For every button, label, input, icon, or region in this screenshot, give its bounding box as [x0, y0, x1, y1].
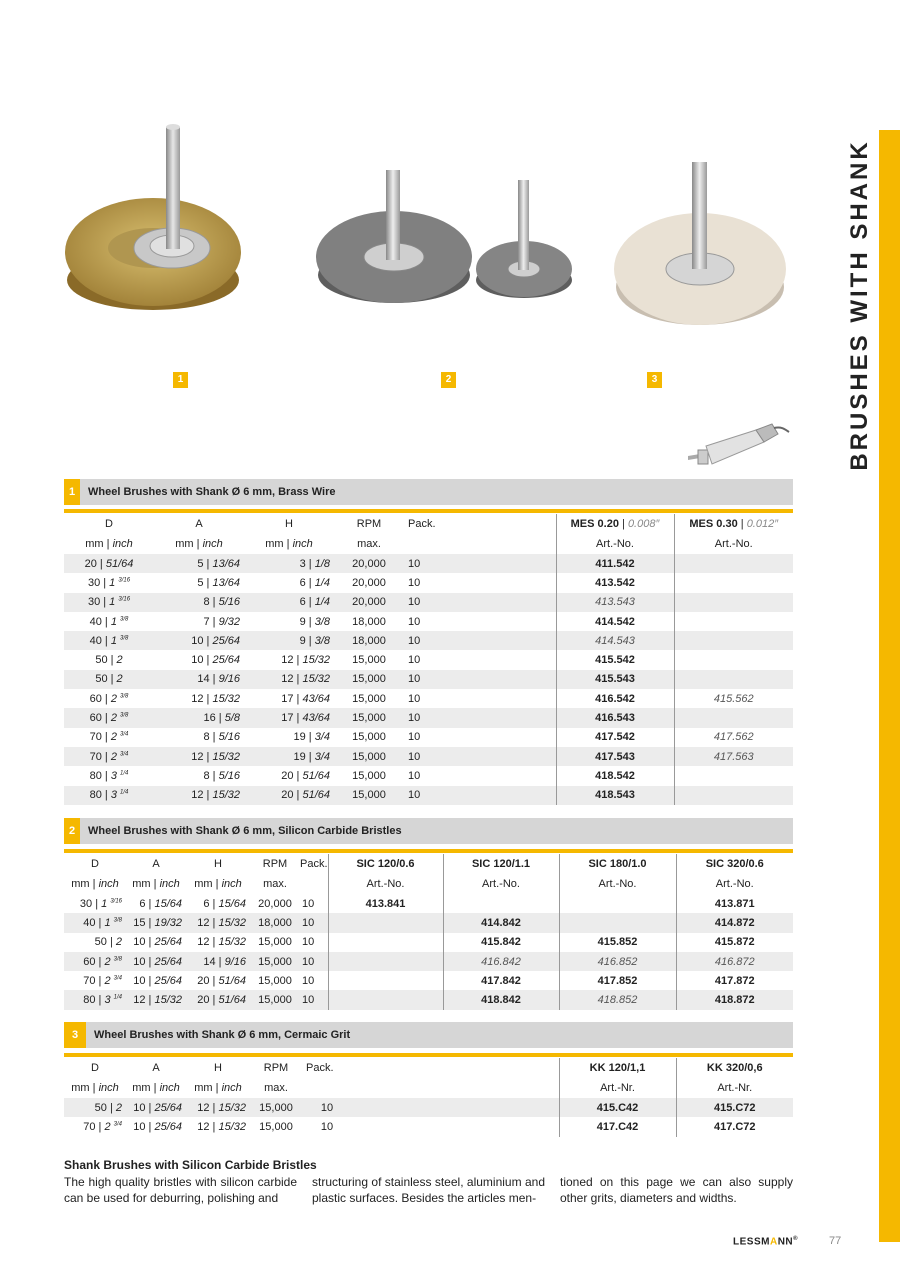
section-title: Wheel Brushes with Shank Ø 6 mm, Silicon Carbide Bristles — [88, 825, 402, 837]
table-row — [64, 554, 793, 573]
cell-art-no — [674, 650, 793, 669]
cell-art-no: 414.872 — [676, 913, 793, 932]
cell-art-no — [674, 612, 793, 631]
cell-h: 12 | 15/32 — [244, 670, 334, 689]
cell-h: 12 | 15/32 — [186, 913, 250, 932]
cell-d: 80 | 3 $^{1/4}$ — [64, 786, 154, 805]
cell-art-no: 417.543 — [556, 747, 674, 766]
col-h: H — [285, 518, 293, 530]
cell-pack: 10 — [320, 1120, 334, 1133]
unit-d: mm | inch — [71, 878, 119, 890]
unit-rpm: max. — [357, 538, 381, 550]
cell-h: 20 | 51/64 — [281, 769, 330, 782]
unit-art-no: Art.-No. — [559, 874, 676, 894]
cell-art-no: 414.842 — [443, 913, 559, 932]
cell-d: 80 | 3 $^{1/4}$ — [89, 769, 129, 782]
unit-h: mm | inch — [194, 1082, 242, 1094]
cell-a: 8 | 5/16 — [203, 731, 240, 744]
cell-rpm: 15,000 — [352, 731, 386, 744]
cell-d: 60 | 2 $^{3/8}$ — [64, 952, 126, 971]
section-header-3 — [64, 1022, 793, 1048]
cell-art-no: 415.543 — [556, 670, 674, 689]
cell-art-no: 416.543 — [556, 708, 674, 727]
brass-wire-table — [64, 514, 793, 805]
cell-h: 19 | 3/4 — [244, 747, 334, 766]
table-row — [64, 990, 793, 1009]
cell-art-no: 414.543 — [556, 631, 674, 650]
col-kk-320: KK 320/0,6 — [676, 1058, 793, 1078]
cell-d: 50 | 2 — [64, 670, 154, 689]
cell-art-no — [443, 894, 559, 913]
ceramic-grit-table — [64, 1058, 793, 1137]
cell-rpm: 15,000 — [259, 1120, 293, 1133]
cell-a: 10 | 25/64 — [126, 1098, 186, 1117]
cell-h: 6 | 1/4 — [244, 593, 334, 612]
cell-pack: 10 — [302, 974, 315, 987]
cell-art-no — [559, 913, 676, 932]
cell-rpm: 20,000 — [258, 897, 292, 910]
cell-a: 5 | 13/64 — [197, 576, 240, 589]
table-header-row — [64, 514, 793, 534]
table-header-row — [64, 1058, 793, 1078]
col-mes-030: MES 0.30 | 0.012″ — [674, 514, 793, 534]
cell-a: 8 | 5/16 — [154, 593, 244, 612]
unit-art-no: Art.-No. — [556, 534, 674, 554]
unit-art-nr: Art.-Nr. — [559, 1078, 676, 1098]
section-header-2 — [64, 818, 793, 844]
description-col-3: tioned on this page we can also supply other grits, diameters and widths. — [560, 1175, 793, 1205]
table-row — [64, 573, 793, 592]
unit-art-no: Art.-No. — [443, 874, 559, 894]
cell-d: 70 | 2 $^{3/4}$ — [83, 974, 122, 987]
cell-pack: 10 — [404, 593, 464, 612]
cell-rpm: 15,000 — [352, 654, 386, 667]
brand-logo: LESSMANN® — [733, 1236, 799, 1248]
col-sic-120-06: SIC 120/0.6 — [328, 854, 443, 874]
cell-rpm: 18,000 — [250, 913, 300, 932]
section-divider — [64, 1053, 793, 1057]
col-kk-120: KK 120/1,1 — [559, 1058, 676, 1078]
table-subheader-row — [64, 874, 793, 894]
table-header-row — [64, 854, 793, 874]
col-sic-320-06: SIC 320/0.6 — [676, 854, 793, 874]
cell-rpm: 18,000 — [334, 631, 404, 650]
product-badge-2: 2 — [441, 372, 456, 388]
cell-art-no — [674, 708, 793, 727]
section-number: 3 — [64, 1022, 86, 1048]
cell-art-no: 414.542 — [556, 612, 674, 631]
cell-a: 10 | 25/64 — [133, 936, 182, 949]
cell-d: 30 | 1 $^{3/16}$ — [79, 897, 122, 910]
cell-rpm: 15,000 — [258, 974, 292, 987]
cell-art-no: 413.543 — [556, 593, 674, 612]
silicon-carbide-brush-icon — [316, 165, 576, 320]
cell-art-no: 418.852 — [559, 990, 676, 1009]
cell-art-no: 413.871 — [676, 894, 793, 913]
page-number: 77 — [829, 1235, 842, 1247]
cell-d: 30 | 1 $^{3/16}$ — [87, 576, 131, 589]
cell-h: 17 | 43/64 — [281, 692, 330, 705]
table-row — [64, 593, 793, 612]
cell-rpm: 15,000 — [250, 952, 300, 971]
cell-h: 12 | 15/32 — [186, 1098, 250, 1117]
cell-h: 3 | 1/8 — [244, 554, 334, 573]
col-rpm: RPM — [262, 858, 288, 870]
side-accent-bar — [879, 130, 900, 1242]
table-row — [64, 650, 793, 669]
section-divider — [64, 509, 793, 513]
col-d: D — [105, 518, 113, 530]
description-col-2: structuring of stainless steel, aluminium and plastic surfaces. Besides the articles men- — [312, 1175, 545, 1205]
cell-art-no: 413.841 — [328, 894, 443, 913]
description-col-1: The high quality bristles with silicon carbide can be used for deburring, polishing and — [64, 1175, 297, 1205]
table-row — [64, 766, 793, 785]
cell-d: 70 | 2 $^{3/4}$ — [89, 731, 129, 744]
unit-d: mm | inch — [71, 1082, 119, 1094]
table-row — [64, 747, 793, 766]
cell-a: 16 | 5/8 — [154, 708, 244, 727]
cell-rpm: 20,000 — [352, 576, 386, 589]
cell-h: 9 | 3/8 — [244, 631, 334, 650]
cell-art-no: 416.542 — [556, 689, 674, 708]
cell-a: 15 | 19/32 — [126, 913, 186, 932]
cell-art-no: 415.842 — [443, 933, 559, 952]
unit-art-no: Art.-No. — [674, 534, 793, 554]
cell-rpm: 20,000 — [334, 593, 404, 612]
unit-rpm: max. — [264, 1082, 288, 1094]
cell-h: 17 | 43/64 — [244, 708, 334, 727]
cell-pack: 10 — [300, 913, 328, 932]
col-d: D — [91, 1062, 99, 1074]
cell-art-no — [328, 952, 443, 971]
cell-a: 12 | 15/32 — [154, 747, 244, 766]
die-grinder-icon — [686, 420, 790, 468]
cell-rpm: 15,000 — [250, 1098, 302, 1117]
section-divider — [64, 849, 793, 853]
table-row — [64, 786, 793, 805]
cell-d: 50 | 2 — [64, 1098, 126, 1117]
section-number: 1 — [64, 479, 80, 505]
cell-h: 20 | 51/64 — [186, 990, 250, 1009]
cell-a: 8 | 5/16 — [203, 769, 240, 782]
brass-wire-brush-icon — [62, 122, 244, 312]
cell-art-no: 418.872 — [676, 990, 793, 1009]
cell-a: 10 | 25/64 — [126, 952, 186, 971]
cell-art-no: 417.C42 — [559, 1117, 676, 1136]
table-subheader-row — [64, 1078, 793, 1098]
cell-h: 6 | 15/64 — [203, 897, 246, 910]
cell-pack: 10 — [408, 731, 421, 744]
cell-d: 30 | 1 $^{3/16}$ — [64, 593, 154, 612]
cell-art-no — [674, 554, 793, 573]
cell-art-no — [674, 593, 793, 612]
cell-art-no: 418.543 — [556, 786, 674, 805]
cell-pack: 10 — [302, 1098, 352, 1117]
cell-pack: 10 — [404, 554, 464, 573]
cell-pack: 10 — [300, 990, 328, 1009]
cell-art-no — [674, 786, 793, 805]
cell-rpm: 15,000 — [352, 769, 386, 782]
cell-a: 5 | 13/64 — [154, 554, 244, 573]
unit-h: mm | inch — [265, 538, 313, 550]
cell-a: 12 | 15/32 — [126, 990, 186, 1009]
table-row — [64, 971, 793, 990]
cell-art-no: 417.542 — [556, 728, 674, 747]
cell-pack: 10 — [302, 936, 315, 949]
cell-rpm: 15,000 — [334, 786, 404, 805]
cell-d: 70 | 2 $^{3/4}$ — [64, 747, 154, 766]
unit-d: mm | inch — [85, 538, 133, 550]
table-row — [64, 952, 793, 971]
product-badge-3: 3 — [647, 372, 662, 388]
cell-art-no: 415.562 — [674, 689, 793, 708]
cell-pack: 10 — [408, 769, 421, 782]
cell-h: 9 | 3/8 — [299, 615, 330, 628]
cell-d: 60 | 2 $^{3/8}$ — [64, 708, 154, 727]
cell-d: 40 | 1 $^{3/8}$ — [89, 615, 129, 628]
col-a: A — [195, 518, 203, 530]
col-h: H — [214, 1062, 222, 1074]
cell-rpm: 15,000 — [334, 670, 404, 689]
cell-a: 10 | 25/64 — [191, 654, 240, 667]
silicon-carbide-table — [64, 854, 793, 1010]
col-sic-120-11: SIC 120/1.1 — [443, 854, 559, 874]
cell-pack: 10 — [404, 747, 464, 766]
cell-a: 10 | 25/64 — [133, 974, 182, 987]
table-subheader-row — [64, 534, 793, 554]
table-row — [64, 612, 793, 631]
cell-h: 19 | 3/4 — [293, 731, 330, 744]
cell-pack: 10 — [404, 708, 464, 727]
col-pack: Pack. — [306, 1062, 334, 1074]
cell-h: 12 | 15/32 — [197, 936, 246, 949]
ceramic-grit-brush-icon — [613, 157, 787, 335]
cell-rpm: 15,000 — [334, 708, 404, 727]
cell-d: 20 | 51/64 — [64, 554, 154, 573]
cell-h: 14 | 9/16 — [186, 952, 250, 971]
cell-h: 12 | 15/32 — [281, 654, 330, 667]
cell-art-no: 417.852 — [559, 971, 676, 990]
table-row — [64, 933, 793, 952]
unit-a: mm | inch — [132, 1082, 180, 1094]
cell-art-no: 413.542 — [556, 573, 674, 592]
cell-a: 7 | 9/32 — [203, 615, 240, 628]
col-pack: Pack. — [300, 858, 328, 870]
cell-pack: 10 — [408, 615, 421, 628]
cell-d: 50 | 2 — [94, 936, 122, 949]
cell-d: 60 | 2 $^{3/8}$ — [89, 692, 129, 705]
cell-rpm: 15,000 — [352, 692, 386, 705]
unit-art-no: Art.-No. — [676, 874, 793, 894]
col-h: H — [214, 858, 222, 870]
cell-d: 80 | 3 $^{1/4}$ — [64, 990, 126, 1009]
product-badge-1: 1 — [173, 372, 188, 388]
unit-a: mm | inch — [175, 538, 223, 550]
table-row — [64, 913, 793, 932]
cell-rpm: 15,000 — [334, 747, 404, 766]
cell-rpm: 20,000 — [334, 554, 404, 573]
unit-h: mm | inch — [194, 878, 242, 890]
cell-art-no: 417.562 — [674, 728, 793, 747]
unit-rpm: max. — [263, 878, 287, 890]
cell-art-no — [328, 933, 443, 952]
cell-art-no — [674, 670, 793, 689]
col-sic-180-10: SIC 180/1.0 — [559, 854, 676, 874]
cell-h: 6 | 1/4 — [299, 576, 330, 589]
cell-art-no: 415.852 — [559, 933, 676, 952]
cell-h: 20 | 51/64 — [197, 974, 246, 987]
cell-art-no: 416.842 — [443, 952, 559, 971]
table-row — [64, 631, 793, 650]
cell-pack: 10 — [404, 670, 464, 689]
cell-d: 40 | 1 $^{3/8}$ — [64, 631, 154, 650]
cell-art-no — [674, 766, 793, 785]
cell-art-no: 415.C42 — [559, 1098, 676, 1117]
cell-art-no: 416.852 — [559, 952, 676, 971]
col-d: D — [91, 858, 99, 870]
cell-art-no: 415.542 — [556, 650, 674, 669]
cell-pack: 10 — [300, 952, 328, 971]
section-title: Wheel Brushes with Shank Ø 6 mm, Brass Wire — [88, 486, 336, 498]
col-a: A — [152, 1062, 160, 1074]
cell-h: 20 | 51/64 — [244, 786, 334, 805]
cell-pack: 10 — [408, 692, 421, 705]
cell-a: 10 | 25/64 — [133, 1120, 182, 1133]
unit-art-no: Art.-No. — [328, 874, 443, 894]
cell-art-no: 417.C72 — [676, 1117, 793, 1136]
cell-rpm: 15,000 — [258, 936, 292, 949]
table-row — [64, 728, 793, 747]
cell-art-no: 411.542 — [556, 554, 674, 573]
table-row — [64, 670, 793, 689]
cell-art-no: 418.842 — [443, 990, 559, 1009]
cell-art-no: 417.842 — [443, 971, 559, 990]
col-rpm: RPM — [263, 1062, 289, 1074]
cell-art-no — [328, 913, 443, 932]
col-mes-020: MES 0.20 | 0.008″ — [556, 514, 674, 534]
cell-pack: 10 — [408, 576, 421, 589]
unit-art-nr: Art.-Nr. — [676, 1078, 793, 1098]
cell-art-no: 417.872 — [676, 971, 793, 990]
col-pack: Pack. — [408, 518, 436, 530]
cell-pack: 10 — [404, 786, 464, 805]
table-row — [64, 689, 793, 708]
table-row — [64, 708, 793, 727]
cell-art-no: 418.542 — [556, 766, 674, 785]
cell-a: 14 | 9/16 — [154, 670, 244, 689]
table-row — [64, 1117, 793, 1136]
cell-a: 12 | 15/32 — [191, 692, 240, 705]
cell-h: 12 | 15/32 — [197, 1120, 246, 1133]
cell-d: 40 | 1 $^{3/8}$ — [64, 913, 126, 932]
cell-d: 70 | 2 $^{3/4}$ — [83, 1120, 122, 1133]
cell-rpm: 18,000 — [352, 615, 386, 628]
cell-art-no: 417.563 — [674, 747, 793, 766]
cell-art-no: 416.872 — [676, 952, 793, 971]
cell-art-no — [674, 573, 793, 592]
cell-art-no — [559, 894, 676, 913]
cell-pack: 10 — [302, 897, 315, 910]
cell-rpm: 15,000 — [250, 990, 300, 1009]
cell-art-no — [328, 990, 443, 1009]
section-number: 2 — [64, 818, 80, 844]
section-header-1 — [64, 479, 793, 505]
cell-art-no — [328, 971, 443, 990]
description-title: Shank Brushes with Silicon Carbide Bristles — [64, 1158, 317, 1172]
table-row — [64, 1098, 793, 1117]
cell-art-no — [674, 631, 793, 650]
col-rpm: RPM — [356, 518, 382, 530]
cell-art-no: 415.872 — [676, 933, 793, 952]
table-row — [64, 894, 793, 913]
col-a: A — [152, 858, 160, 870]
unit-a: mm | inch — [132, 878, 180, 890]
cell-art-no: 415.C72 — [676, 1098, 793, 1117]
cell-a: 10 | 25/64 — [154, 631, 244, 650]
section-title: Wheel Brushes with Shank Ø 6 mm, Cermaic Grit — [94, 1029, 351, 1041]
cell-pack: 10 — [404, 631, 464, 650]
cell-a: 6 | 15/64 — [139, 897, 182, 910]
side-title: BRUSHES WITH SHANK — [846, 139, 873, 471]
cell-d: 50 | 2 — [95, 654, 123, 667]
cell-a: 12 | 15/32 — [154, 786, 244, 805]
cell-pack: 10 — [408, 654, 421, 667]
